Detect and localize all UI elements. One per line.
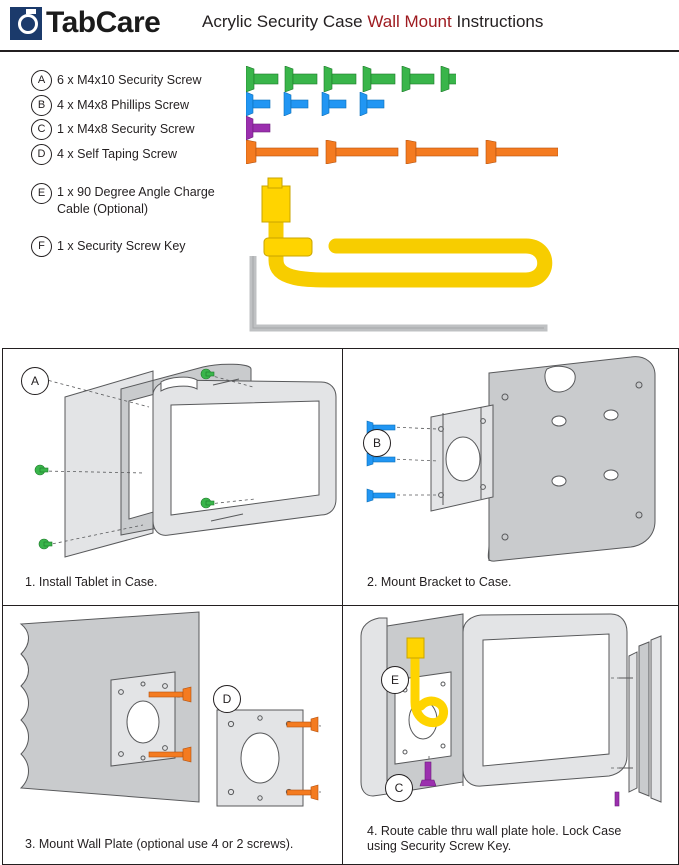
panel-4-caption-line2: using Security Screw Key.: [367, 839, 512, 853]
part-graphic-phillips-screw-blue: [246, 92, 406, 116]
panel-2-badge: B: [363, 429, 391, 457]
panel-step-4: [342, 605, 679, 865]
part-label-c: 1 x M4x8 Security Screw: [57, 122, 195, 136]
panel-2-caption: 2. Mount Bracket to Case.: [367, 575, 512, 589]
panel-1-caption: 1. Install Tablet in Case.: [25, 575, 158, 589]
title-after: Instructions: [451, 12, 544, 31]
title-before: Acrylic Security Case: [202, 12, 368, 31]
panel-4-caption-line1: 4. Route cable thru wall plate hole. Lock Case: [367, 824, 622, 838]
part-label-e: 1 x 90 Degree Angle Charge Cable (Optional): [57, 185, 215, 216]
part-label-f: 1 x Security Screw Key: [57, 239, 186, 253]
panel-4-badge-e: E: [381, 666, 409, 694]
part-badge-f: F: [31, 236, 52, 257]
part-label-a: 6 x M4x10 Security Screw: [57, 73, 202, 87]
title-accent: Wall Mount: [367, 12, 452, 31]
part-label-b: 4 x M4x8 Phillips Screw: [57, 98, 189, 112]
tabcare-logo-icon: [8, 6, 44, 42]
panel-1-diagram: [3, 349, 341, 567]
part-badge-b: B: [31, 95, 52, 116]
part-graphic-security-screw-green: [246, 66, 456, 92]
panel-step-2: [342, 348, 679, 607]
panel-3-badge: D: [213, 685, 241, 713]
header-divider: [0, 50, 679, 52]
panel-3-caption: 3. Mount Wall Plate (optional use 4 or 2 screws).: [25, 837, 294, 851]
page-header: [0, 0, 679, 52]
part-badge-d: D: [31, 144, 52, 165]
panel-4-caption: [367, 824, 621, 854]
panel-2-diagram: [343, 349, 676, 567]
page-title: [202, 12, 543, 32]
panel-4-badge-c: C: [385, 774, 413, 802]
panel-step-1: [2, 348, 344, 607]
part-graphic-hex-key: [244, 256, 564, 336]
instruction-panels: [2, 348, 677, 863]
panel-3-diagram: [3, 606, 341, 821]
parts-list: [0, 56, 679, 341]
part-label-d: 4 x Self Taping Screw: [57, 147, 177, 161]
part-badge-c: C: [31, 119, 52, 140]
part-graphic-security-screw-purple: [246, 116, 286, 140]
panel-step-3: [2, 605, 344, 865]
brand-name: TabCare: [46, 6, 161, 39]
part-graphic-self-taping-screw-orange: [246, 140, 558, 164]
part-badge-a: A: [31, 70, 52, 91]
panel-1-badge: A: [21, 367, 49, 395]
part-badge-e: E: [31, 183, 52, 204]
